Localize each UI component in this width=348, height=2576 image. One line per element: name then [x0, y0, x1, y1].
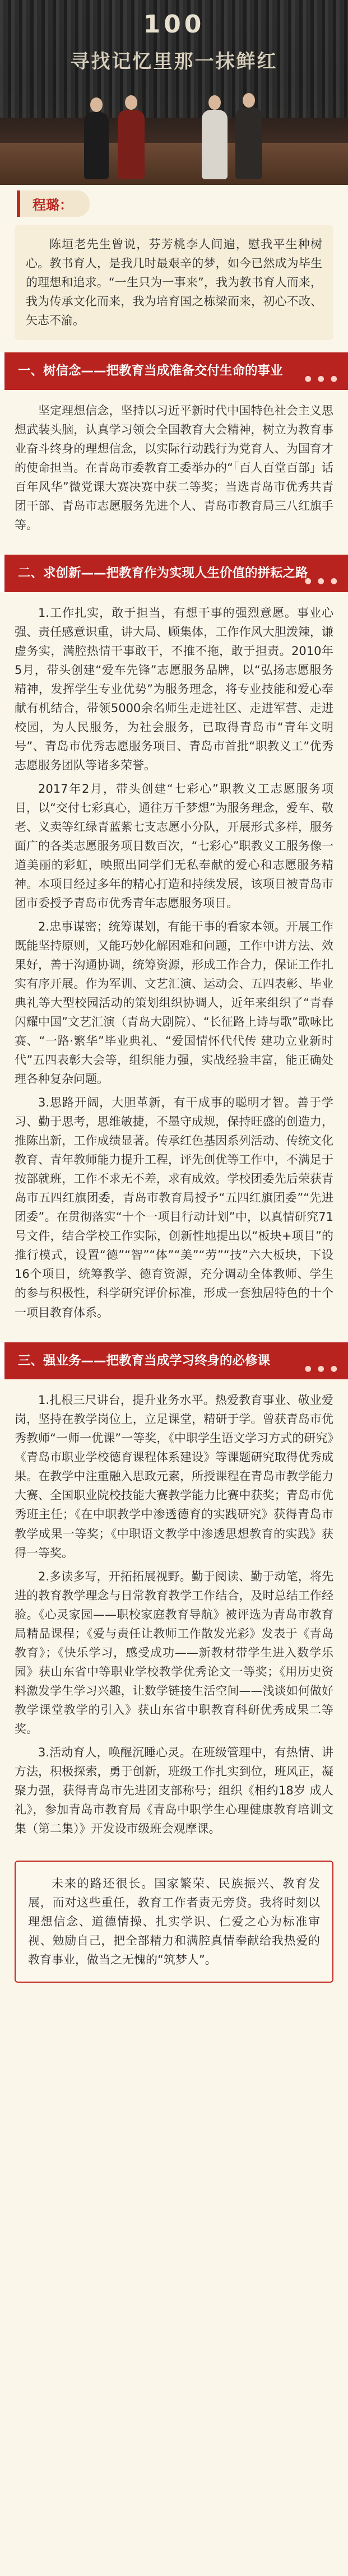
- decorative-dots-icon: ● ● ●: [304, 576, 339, 586]
- section-heading-3: [0, 1342, 348, 1380]
- section-heading-1: [0, 352, 348, 390]
- lead-section: [0, 185, 348, 340]
- section-paragraph: 1.工作扎实，敢于担当，有想干事的强烈意愿。事业心强、责任感意识重，讲大局、顾集体，工作作风大胆泼辣，谦虚务实，满腔热情干事敢干，不推不拖，敢于担责。2010年5月，带头创建“爱车先锋”志愿服务品牌，以“弘扬志愿服务精神，发挥学生专业优势”为服务理念，将专业技能和爱心奉献有机结合，带领5000余名师生走进社区、走进军营、走进校园，为人民服务，为社会服务，已取得青岛市“青年文明号”、青岛市优秀志愿服务项目、青岛市首批“职教义工”优秀志愿服务团队等诸多荣誉。: [15, 606, 333, 773]
- lead-quote: [15, 225, 333, 340]
- hero-photo: [0, 0, 348, 185]
- hero-title-number: 100: [143, 10, 205, 39]
- section-body-1: [0, 390, 348, 542]
- section-heading-text: 一、树信念——把教育当成准备交付生命的事业: [18, 364, 283, 379]
- section-paragraph: 2.多读多写，开拓拓展视野。勤于阅读、勤于动笔，将先进的教育教学理念与日常教育教学工作结合，及时总结工作经验。《心灵家园——职校家庭教育导航》被评选为青岛市教育局精品课程；《爱与责任让教师工作散发光彩》发表于《青岛教育》；《快乐学习，感受成功——新教材带学生进入数学乐园》获山东省中等职业学校教学优秀论文一等奖；《用历史资料激发学生学习兴趣，让数学链接生活空间——浅谈如何做好教学课堂教学的引入》获山东省中职教育科研优秀成果二等奖。: [15, 1569, 333, 1736]
- section-body-2: [0, 592, 348, 1330]
- closing-note: [15, 1861, 333, 1983]
- section-heading-2: [0, 555, 348, 592]
- decorative-dots-icon: ● ● ●: [304, 374, 339, 384]
- lead-paragraph: 陈垣老先生曾说，芬芳桃李人间遍，慰我平生种树心。教书育人，是我几时最艰辛的梦，如今已然成为毕生的理想和追求。“一生只为一事来”，我为教书育人而来，我为传承文化而来，我为培育国之栋梁而来，初心不改、矢志不渝。: [26, 238, 322, 328]
- award-recipient-figure: [84, 112, 109, 179]
- section-heading-text: 二、求创新——把教育作为实现人生价值的拼耘之路: [18, 566, 308, 581]
- section-paragraph: 坚定理想信念，坚持以习近平新时代中国特色社会主义思想武装头脑，认真学习领会全国教育大会精神，树立为教育事业奋斗终身的理想信念，以实际行动践行为党育人、为国育才的使命担当。在青岛市委教育工委举办的“「百人百堂百部」话百年风华”微党课大赛决赛中获二等奖；当选青岛市优秀共青团干部、青岛市志愿服务先进个人、青岛市教育局三八红旗手等。: [15, 403, 333, 532]
- stage-floor: [0, 143, 348, 185]
- section-paragraph: 2.忠事谋密；统筹谋划，有能干事的看家本领。开展工作既能坚持原则，又能巧妙化解困难和问题，工作中讲方法、效果好，善于沟通协调，统筹资源，形成工作合力，保证工作扎实有序开展。作为军训、文艺汇演、运动会、五四表彰、毕业典礼等大型校园活动的策划组织协调人，近年来组织了“青春闪耀中国”文艺汇演（青岛大剧院）、“长征路上诗与歌”歌咏比赛、“一路·繁华”毕业典礼、“爱国情怀代代传 建功立业新时代”五四表彰大会等，组织能力强，实战经验丰富，能正确处理各种复杂问题。: [15, 920, 333, 1086]
- section-paragraph: 2017年2月，带头创建“七彩心”职教义工志愿服务项目，以“交付七彩真心，通往万千梦想”为服务理念，爱车、敬老、义卖等红绿青蓝紫七支志愿小分队，开展形式多样，服务面广的各类志愿服务项目数百次，“七彩心”职教义工服务像一道美丽的彩虹，映照出同学们无私奉献的爱心和志愿服务精神。本项目经过多年的精心打造和持续发展，该项目被青岛市团市委授予青岛市优秀青年志愿服务项目。: [15, 782, 333, 910]
- award-recipient-figure: [118, 110, 145, 179]
- section-paragraph: 3.思路开阔，大胆革新，有干成事的聪明才智。善于学习、勤于思考，思维敏捷，不墨守成规，保持旺盛的创造力，推陈出新，工作成绩显著。传承红色基因系列活动、传统文化教育、青年教师能力提升工程，评先创优等工作中，不满足于按部就班，工作不求无不差，求有成效。学校团委先后荣获青岛市五四红旗团委，青岛市教育局授予“五四红旗团委”“先进团委”。在贯彻落实“十个一项目行动计划”中，以真情研究71号文件，结合学校工作实际，创新性地提出以“板块+项目”的推行模式，设置“德”“智”“体”“美”“劳”“技”六大板块，下设16个项目，统筹教学、德育资源，充分调动全体教师、学生的参与积极性，科学研究评价标准，形成一套独居特色的十个一项目教育体系。: [15, 1096, 333, 1319]
- hero-title: 寻找记忆里那一抹鲜红: [70, 50, 278, 73]
- section-paragraph: 3.活动育人，唤醒沉睡心灵。在班级管理中，有热情、讲方法，积极探索，勇于创新，班级工作扎实到位，班风正，凝聚力强，获得青岛市先进团支部称号；组织《相约18岁 成人礼》，参加青岛市教育局《青岛中职学生心理健康教育培训文集（第二集）》开发设市级班会观摩课。: [15, 1745, 333, 1835]
- section-body-3: [0, 1379, 348, 1845]
- decorative-dots-icon: ● ● ●: [304, 1364, 339, 1373]
- closing-paragraph: 未来的路还很长。国家繁荣、民族振兴、教育发展，而对这些重任，教育工作者责无旁贷。我将时刻以理想信念、道德情操、扎实学识、仁爱之心为标准审视、勉励自己，把全部精力和满腔真情奉献给我热爱的教育事业，做当之无愧的“筑梦人”。: [28, 1876, 320, 1966]
- section-paragraph: 1.扎根三尺讲台，提升业务水平。热爱教育事业、敬业爱岗，坚持在教学岗位上，立足课堂，精研于学。曾获青岛市优秀教师“一师一优课”一等奖，《中职学生语文学习方式的研究》《青岛市职业学校德育课程体系建设》等课题研究取得优秀成果。在教学中注重融入思政元素，所授课程在青岛市教学能力大赛、全国职业院校技能大赛教学能力比赛中获奖；青岛市优秀班主任；《在中职教学中渗透德育的实践研究》获得青岛市教学成果一等奖；《中职语文教学中渗透思想教育的实践》获得一等奖。: [15, 1393, 333, 1560]
- award-recipient-figure: [235, 108, 262, 179]
- award-recipient-figure: [202, 110, 228, 179]
- speaker-label: 程璐：: [17, 190, 90, 217]
- section-heading-text: 三、强业务——把教育当成学习终身的必修课: [18, 1353, 271, 1368]
